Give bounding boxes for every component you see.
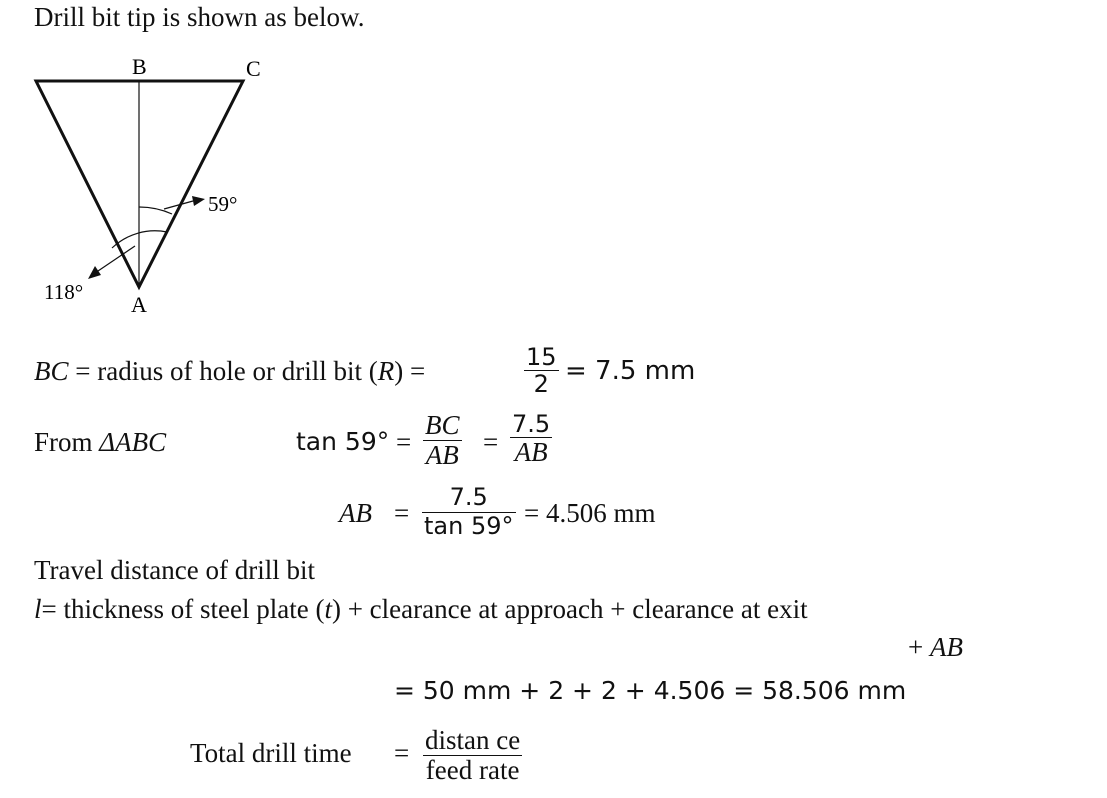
eq-ab-lhs: AB (339, 498, 372, 528)
time-fraction (423, 727, 522, 784)
travel-term2: + clearance at approach + clearance at exit (347, 594, 808, 624)
time-frac-num: distan ce (425, 725, 521, 755)
travel-formula-line: l= thickness of steel plate (t) + clearance at approach + clearance at exit (34, 594, 808, 624)
eq-tan-triangle: ΔABC (99, 427, 167, 457)
time-lhs: Total drill time (190, 738, 352, 768)
travel-lhs: l (34, 594, 42, 624)
eq-tan-frac1 (423, 412, 462, 469)
time-frac-den: feed rate (425, 755, 520, 785)
eq-tan-prefix: From (34, 427, 100, 457)
travel-sum: = 50 mm + 2 + 2 + 4.506 = 58.506 mm (394, 676, 907, 705)
eq-bc-lhs: BC (34, 356, 69, 386)
travel-t: t (324, 594, 332, 624)
eq-bc-result: = 7.5 mm (565, 356, 696, 386)
eq-bc-r-close: ) (394, 356, 404, 386)
label-c: C (246, 56, 261, 81)
label-angle-59: 59° (208, 192, 238, 216)
eq-tan-frac2-num: 7.5 (512, 410, 551, 438)
eq-tan-prefix-line (34, 429, 166, 456)
eq-ab-fraction (422, 485, 516, 540)
label-a: A (131, 292, 147, 317)
eq-bc-line: BC = radius of hole or drill bit (R) = (34, 356, 426, 386)
eq-tan-frac2-den: AB (514, 437, 548, 467)
eq-bc-fraction (524, 345, 559, 396)
eq-bc-frac-num: 15 (526, 343, 557, 371)
eq-bc-r-open: ( (368, 356, 378, 386)
eq-tan-lhs: tan 59° (296, 427, 390, 456)
travel-term1: thickness of steel plate (63, 594, 309, 624)
travel-term3: AB (929, 632, 963, 662)
arrow-59-head (192, 196, 205, 206)
eq-tan-frac2 (510, 412, 552, 466)
eq-tan-frac1-den: AB (425, 440, 459, 470)
travel-heading: Travel distance of drill bit (34, 555, 315, 585)
eq-tan-frac1-num: BC (425, 410, 460, 440)
travel-term3-line: + AB (908, 632, 963, 662)
arrow-118-head (88, 266, 101, 279)
eq-ab-frac-den: tan 59° (424, 511, 514, 540)
eq-bc-frac-den: 2 (533, 370, 549, 398)
eq-ab-frac-num: 7.5 (422, 485, 516, 513)
drill-tip-diagram (0, 0, 300, 330)
eq-bc-text: radius of hole or drill bit (97, 356, 362, 386)
label-angle-118: 118° (44, 280, 84, 304)
intro-text: Drill bit tip is shown as below. (34, 2, 365, 32)
eq-ab-result: = 4.506 mm (524, 498, 656, 528)
eq-bc-r: R (377, 356, 395, 386)
label-b: B (132, 54, 147, 79)
